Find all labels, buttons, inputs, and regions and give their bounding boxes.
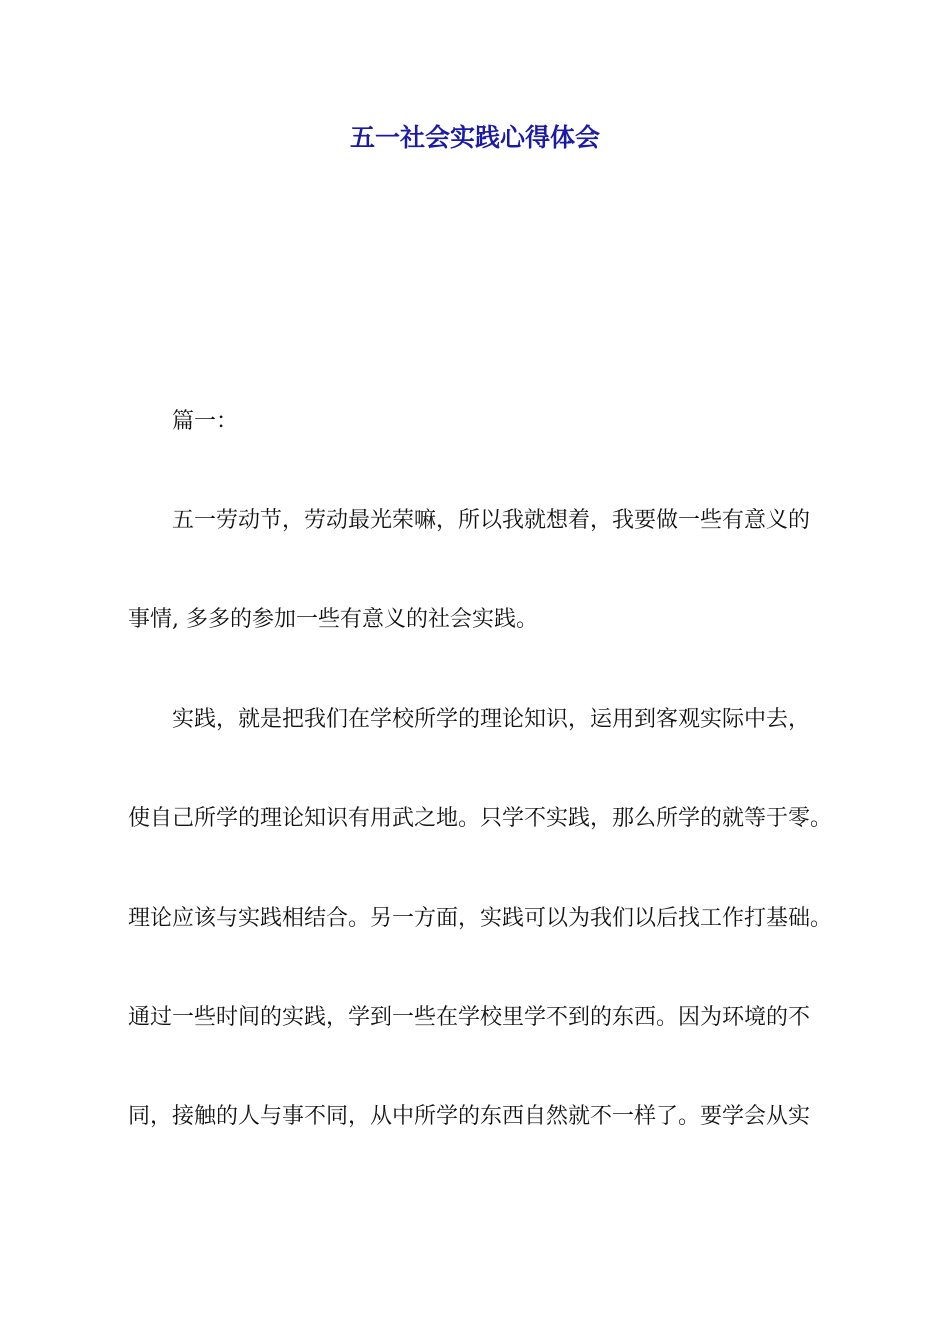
paragraph-line-7: 同，接触的人与事不同，从中所学的东西自然就不一样了。要学会从实 (128, 1104, 811, 1129)
paragraph-line-4: 使自己所学的理论知识有用武之地。只学不实践，那么所学的就等于零。 (128, 806, 833, 831)
section-label: 篇一： (172, 409, 239, 434)
paragraph-line-3: 实践，就是把我们在学校所学的理论知识，运用到客观实际中去， (172, 707, 811, 732)
document-title: 五一社会实践心得体会 (349, 123, 600, 152)
paragraph-line-1: 五一劳动节，劳动最光荣嘛，所以我就想着，我要做一些有意义的 (172, 508, 811, 533)
paragraph-line-6: 通过一些时间的实践，学到一些在学校里学不到的东西。因为环境的不 (128, 1005, 811, 1030)
paragraph-line-5: 理论应该与实践相结合。另一方面，实践可以为我们以后找工作打基础。 (128, 906, 833, 931)
paragraph-line-2: 事情, 多多的参加一些有意义的社会实践。 (128, 607, 538, 632)
